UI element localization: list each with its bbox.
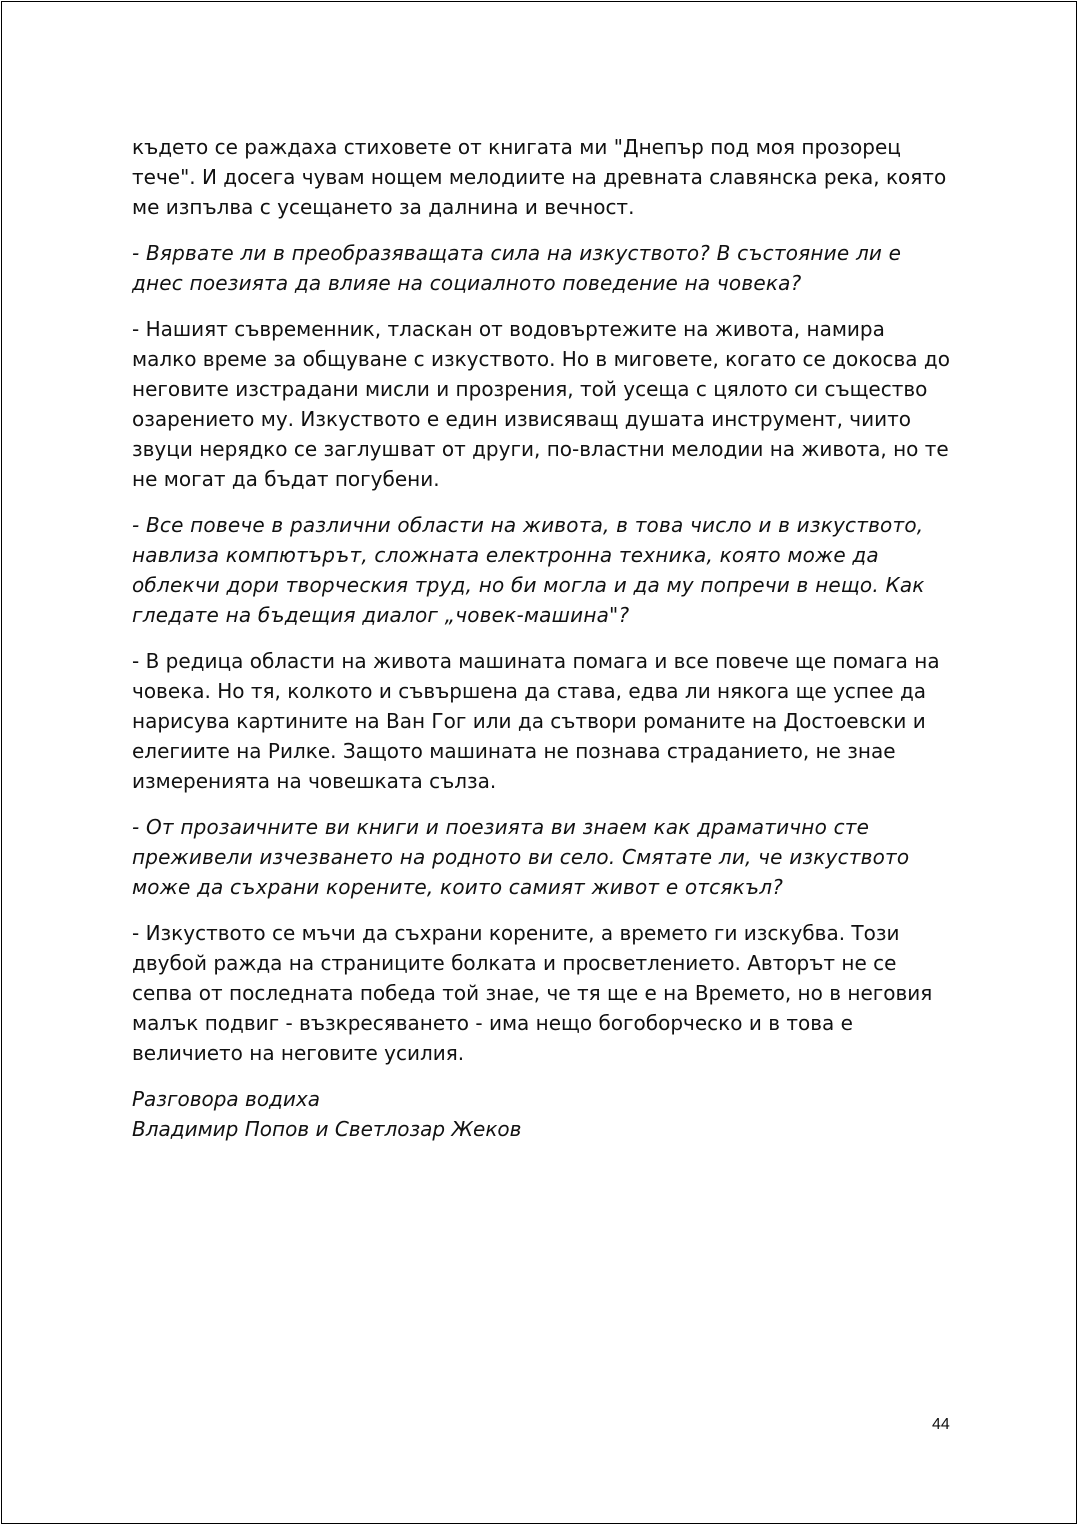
question-paragraph: - Все повече в различни области на живота, в това число и в изкуството, навлиза компютърът, сложната електронна техника, която може да облекчи дори творческия труд, но би могла и да му попречи в нещо. Как гледате на бъдещия диалог „човек-машина"? [132,513,925,627]
interview-signature [132,1084,952,1144]
page-number: 44 [932,1416,950,1433]
article-body [132,132,952,1144]
answer-paragraph: - Изкуството се мъчи да съхрани корените, а времето ги изскубва. Този двубой ражда на страниците болката и просветлението. Авторът не се сепва от последната победа той знае, че тя ще е на Времето, но в неговия малък подвиг - възкресяването - има нещо богоборческо и в това е величието на неговите усилия. [132,921,933,1065]
question-paragraph: - От прозаичните ви книги и поезията ви знаем как драматично сте преживели изчезването на родното ви село. Смятате ли, че изкуството може да съхрани корените, които самият живот е отсякъл? [132,815,910,899]
question-paragraph: - Вярвате ли в преобразяващата сила на изкуството? В състояние ли е днес поезията да влияе на социалното поведение на човека? [132,241,902,295]
answer-paragraph: където се раждаха стиховете от книгата ми "Днепър под моя прозорец тече". И досега чувам нощем мелодиите на древната славянска река, която ме изпълва с усещането за далнина и вечност. [132,135,947,219]
answer-paragraph: - В редица области на живота машината помага и все повече ще помага на човека. Но тя, колкото и съвършена да става, едва ли някога ще успее да нарисува картините на Ван Гог или да сътвори романите на Достоевски и елегиите на Рилке. Защото машината не познава страданието, не знае измеренията на човешката сълза. [132,649,940,793]
signature-line-2: Владимир Попов и Светлозар Жеков [132,1117,522,1141]
document-page [1,1,1077,1524]
answer-paragraph: - Нашият съвременник, тласкан от водовъртежите на живота, намира малко време за общуване с изкуството. Но в миговете, когато се докосва до неговите изстрадани мисли и прозрения, той усеща с цялото си същество озарението му. Изкуството е един извисяващ душата инструмент, чиито звуци нерядко се заглушват от други, по-властни мелодии на живота, но те не могат да бъдат погубени. [132,317,950,491]
signature-line-1: Разговора водиха [132,1087,320,1111]
